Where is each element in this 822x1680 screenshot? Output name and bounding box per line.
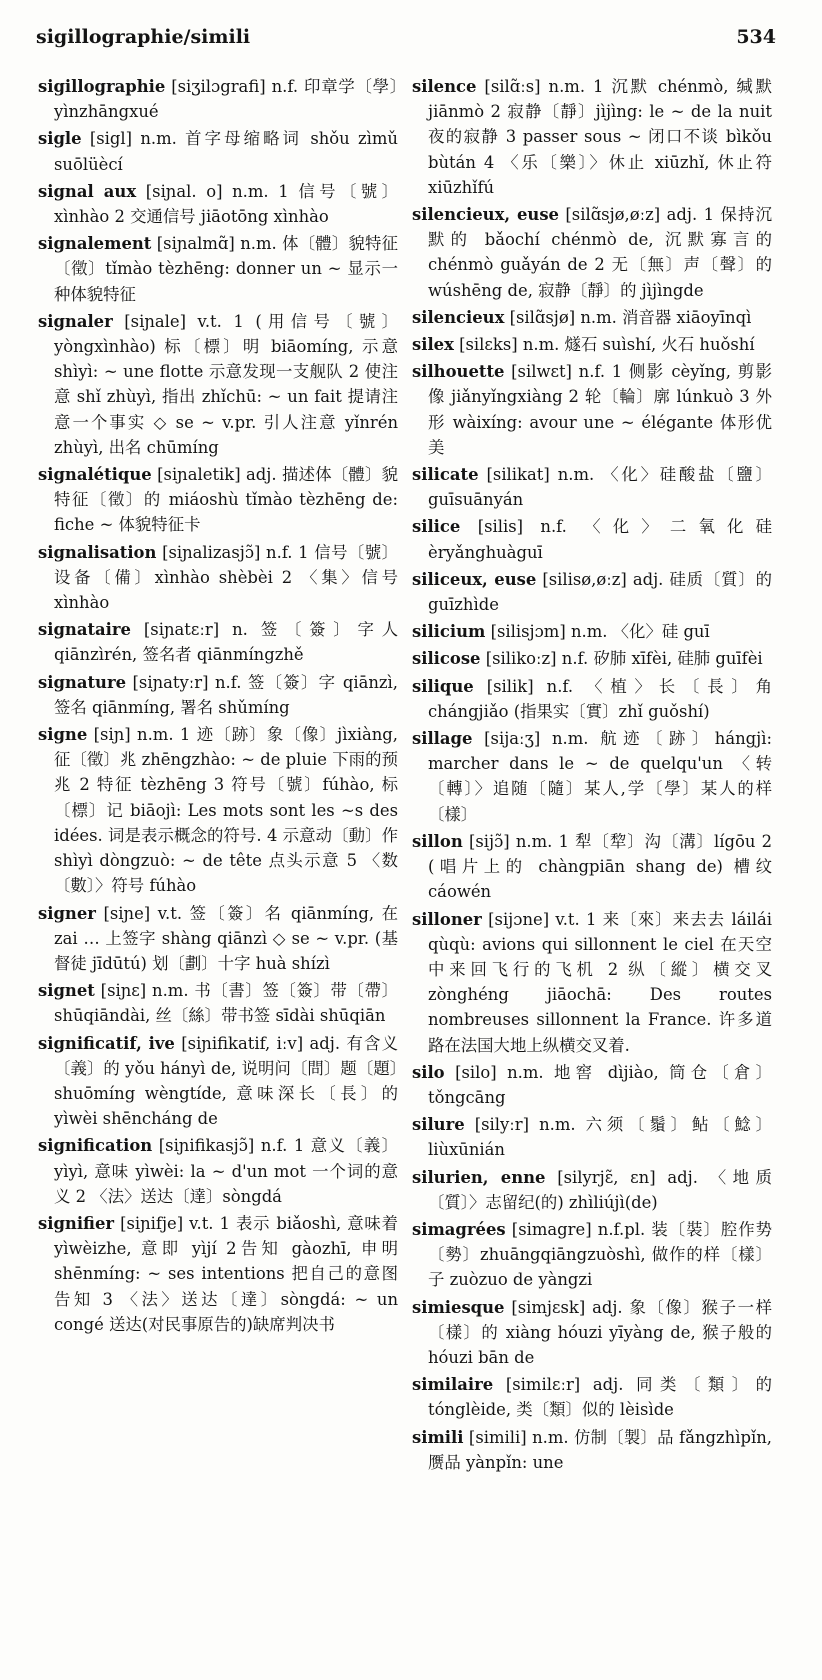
dictionary-entry (38, 1133, 398, 1209)
dictionary-entry (412, 726, 772, 827)
entry-headword: silhouette (412, 362, 505, 382)
entry-headword: signe (38, 725, 88, 745)
entry-headword: simagrées (412, 1219, 506, 1239)
entry-text: [sigl] n.m. 首字母缩略词 shǒu zìmǔ suōlüècí (54, 129, 398, 174)
dictionary-entry (412, 829, 772, 905)
entry-headword: signification (38, 1136, 153, 1156)
entry-text: [siɲatyːr] n.f. 签〔簽〕字 qiānzì, 签名 qiānmíng, 署名 shǔmíng (54, 672, 398, 717)
dictionary-entry (412, 305, 772, 330)
entry-headword: sillon (412, 831, 463, 851)
entry-text: [simjɛsk] adj. 象〔像〕猴子一样〔樣〕的 xiàng hóuzi yīyàng de, 猴子般的 hóuzi bān de (428, 1297, 772, 1367)
entry-headword: silicium (412, 622, 486, 642)
page-number: 534 (736, 26, 776, 48)
entry-text: [siɲɛ] n.m. 书〔書〕签〔簽〕带〔帶〕shūqiāndài, 丝〔絲〕带书签 sīdài shūqiān (54, 981, 398, 1026)
entry-headword: silure (412, 1115, 465, 1135)
dictionary-entry (38, 462, 398, 538)
dictionary-entry (412, 1425, 772, 1475)
entry-headword: simili (412, 1427, 464, 1447)
entry-text: [siɲaletik] adj. 描述体〔體〕貌特征〔徵〕的 miáoshù tǐmào tèzhēng de: fiche ~ 体貌特征卡 (54, 465, 398, 535)
entry-headword: silencieux (412, 307, 505, 327)
dictionary-entry (38, 901, 398, 977)
entry-headword: silo (412, 1062, 445, 1082)
entry-text: [silyrjɛ̃, ɛn] adj. 〈地质〔質〕〉志留纪(的) zhìliújì(de) (428, 1167, 772, 1212)
entry-text: [silwɛt] n.f. 1 侧影 cèyǐng, 剪影像 jiǎnyǐngxiàng 2 轮〔輪〕廓 lúnkuò 3 外形 wàixíng: avour une ~ élégante 体形优美 (428, 362, 772, 457)
entry-headword: sigillographie (38, 77, 166, 96)
right-column (412, 74, 772, 1670)
entry-headword: signalement (38, 234, 152, 254)
entry-headword: similaire (412, 1375, 494, 1395)
dictionary-entry (412, 1112, 772, 1162)
entry-headword: sillage (412, 729, 473, 749)
entry-headword: sigle (38, 129, 82, 149)
dictionary-entry (412, 1165, 772, 1215)
dictionary-entry (412, 359, 772, 460)
dictionary-entry (412, 1295, 772, 1371)
entry-text: [silɛks] n.m. 燧石 suìshí, 火石 huǒshí (453, 335, 755, 355)
entry-text: [siɲalmɑ̃] n.m. 体〔體〕貌特征〔徵〕tǐmào tèzhēng: donner un ~ 显示一种体貌特征 (54, 234, 398, 304)
entry-text: [simili] n.m. 仿制〔製〕品 fǎngzhìpǐn, 赝品 yànpǐn: une (428, 1427, 772, 1472)
left-column (38, 74, 398, 1670)
dictionary-entry (38, 670, 398, 720)
dictionary-entry (412, 202, 772, 303)
entry-headword: silique (412, 676, 474, 696)
dictionary-entry (38, 1031, 398, 1132)
dictionary-entry (412, 1372, 772, 1422)
entry-headword: signifier (38, 1213, 115, 1233)
dictionary-entry (412, 907, 772, 1058)
dictionary-entry (38, 617, 398, 667)
entry-headword: silice (412, 517, 461, 537)
entry-headword: signal aux (38, 181, 137, 201)
entry-headword: silencieux, euse (412, 205, 559, 225)
entry-text: [sijɔne] v.t. 1 来〔來〕来去去 láilái qùqù: avions qui sillonnent le ciel 在天空中来回飞行的飞机 2 纵〔縱〕横交叉 zònghéng jiāochā: Des routes nombreuses sillonnent la France. 许多道路在法国大地上纵横交叉着. (428, 909, 772, 1055)
entry-text: [silikat] n.m. 〈化〉硅酸盐〔鹽〕guīsuānyán (428, 465, 772, 510)
entry-headword: silloner (412, 909, 482, 929)
entry-headword: signature (38, 672, 127, 692)
dictionary-entry (38, 179, 398, 229)
dictionary-entry (412, 1060, 772, 1110)
entry-text: [siʒilɔgrafi] n.f. 印章学〔學〕yìnzhāngxué (54, 77, 398, 122)
entry-text: [silɑ̃sjø,øːz] adj. 1 保持沉默的 bǎochí chénmò de, 沉默寡言的 chénmò guǎyán de 2 无〔無〕声〔聲〕的 wúshēng de, 寂静〔靜〕的 jìjìngde (428, 205, 772, 300)
entry-headword: signer (38, 903, 96, 923)
dictionary-entry (412, 1217, 772, 1293)
entry-text: [silyːr] n.m. 六须〔鬚〕鲇〔鯰〕liùxūnián (428, 1115, 772, 1160)
entry-headword: siliceux, euse (412, 569, 537, 589)
dictionary-entry (38, 722, 398, 898)
entry-headword: silurien, enne (412, 1167, 546, 1187)
entry-headword: significatif, ive (38, 1033, 175, 1053)
dictionary-entry (412, 674, 772, 724)
entry-text: [silɑ̃ːs] n.m. 1 沉默 chénmò, 缄默 jiānmò 2 寂静〔靜〕jìjìng: le ~ de la nuit 夜的寂静 3 passer sous ~ 闭口不谈 bìkǒu bùtán 4 〈乐〔樂〕〉休止 xiūzhǐ, 休止符 xiūzhǐfú (428, 77, 772, 197)
entry-text: [silikoːz] n.f. 矽肺 xīfèi, 硅肺 guīfèi (480, 649, 763, 669)
entry-text: [siɲifikatif, iːv] adj. 有含义〔義〕的 yǒu hányì de, 说明问〔問〕题〔題〕shuōmíng wèngtíde, 意味深长〔長〕的 yìwèi shēncháng de (54, 1033, 398, 1129)
entry-text: [silo] n.m. 地窖 dìjiào, 筒仓〔倉〕tǒngcāng (428, 1062, 772, 1107)
dictionary-entry (412, 619, 772, 644)
dictionary-entry (412, 567, 772, 617)
entry-text: [siɲatɛːr] n. 签〔簽〕字人 qiānzìrén, 签名者 qiānmíngzhě (54, 620, 398, 665)
entry-text: [silisø,øːz] adj. 硅质〔質〕的 guīzhìde (428, 569, 772, 615)
dictionary-entry (38, 540, 398, 616)
entry-text: [silisjɔm] n.m. 〈化〉硅 guī (485, 622, 710, 642)
entry-text: [siɲifje] v.t. 1 表示 biǎoshì, 意味着 yìwèizhe, 意即 yìjí 2告知 gàozhī, 申明 shēnmíng: ~ ses intentions 把自己的意图告知 3 〈法〉送达〔達〕sòngdá: ~ un congé 送达(对民事原告的)缺席判决书 (54, 1213, 398, 1334)
dictionary-entry (38, 1211, 398, 1337)
dictionary-entry (412, 514, 772, 564)
dictionary-entry (412, 646, 772, 671)
entry-headword: signalisation (38, 542, 157, 562)
entry-text: [siɲale] v.t. 1 (用信号〔號〕yòngxìnhào) 标〔標〕明 biāomíng, 示意 shìyì: ~ une flotte 示意发现一支舰队 2 使注意 shǐ zhùyì, 指出 zhǐchū: ~ un fait 提请注意一个事实 ◇ se ~ v.pr. 引人注意 yǐnrén zhùyì, 出名 chūmíng (54, 311, 398, 457)
running-head: sigillographie/simili (36, 26, 251, 48)
dictionary-entry (38, 231, 398, 307)
dictionary-entry (38, 309, 398, 460)
entry-headword: simiesque (412, 1297, 505, 1317)
entry-headword: silence (412, 77, 477, 96)
entry-text: [siɲ] n.m. 1 迹〔跡〕象〔像〕jìxiàng, 征〔徵〕兆 zhēngzhào: ~ de pluie 下雨的预兆 2 特征 tèzhēng 3 符号〔號〕fúhào, 标〔標〕记 biāojì: Les mots sont les ~s des idées. 词是表示概念的符号. 4 示意动〔動〕作 shìyì dòngzuò: ~ de tête 点头示意 5 〈数〔數〕〉符号 fúhào (54, 725, 398, 896)
entry-text: [siɲalizasjɔ̃] n.f. 1 信号〔號〕设备〔備〕xìnhào shèbèi 2 〈集〉信号 xìnhào (54, 542, 398, 613)
dictionary-entry (38, 126, 398, 176)
dictionary-entry (412, 74, 772, 200)
entry-text: [siɲifikasjɔ̃] n.f. 1 意义〔義〕yìyì, 意味 yìwèi: la ~ d'un mot 一个词的意义 2 〈法〉送达〔達〕sòngdá (54, 1136, 398, 1206)
entry-headword: silex (412, 335, 454, 355)
entry-text: [siɲe] v.t. 签〔簽〕名 qiānmíng, 在 zai … 上签字 shàng qiānzì ◇ se ~ v.pr. (基督徒 jīdūtú) 划〔劃〕十字 huà shízì (54, 903, 398, 973)
entry-headword: silicate (412, 465, 479, 485)
page-header (36, 26, 776, 56)
entry-headword: signet (38, 981, 95, 1001)
dictionary-entry (38, 74, 398, 124)
entry-text: [similɛːr] adj. 同类〔類〕的 tónglèide, 类〔類〕似的 lèisìde (428, 1375, 772, 1420)
entry-headword: signataire (38, 620, 131, 640)
entry-headword: signalétique (38, 465, 152, 485)
entry-text: [sijaːʒ] n.m. 航迹〔跡〕hángjì: marcher dans le ~ de quelqu'un 〈转〔轉〕〉追随〔隨〕某人,学〔學〕某人的样〔樣〕 (428, 729, 772, 824)
entry-text: [siɲal. o] n.m. 1 信号〔號〕xìnhào 2 交通信号 jiāotōng xìnhào (54, 181, 398, 227)
dictionary-entry (38, 978, 398, 1028)
entry-headword: silicose (412, 649, 481, 669)
entry-text: [silik] n.f. 〈植〉长〔長〕角 chángjiǎo (指果实〔實〕zhǐ guǒshí) (428, 676, 772, 721)
entry-text: [sijɔ̃] n.m. 1 犁〔犂〕沟〔溝〕lígōu 2 (唱片上的 chàngpiān shang de) 槽纹 cáowén (428, 831, 772, 902)
dictionary-entry (412, 332, 772, 357)
entry-text: [silis] n.f. 〈化〉二氧化硅 èryǎnghuàguī (428, 517, 772, 562)
entry-headword: signaler (38, 311, 113, 331)
entry-text: [silɑ̃sjø] n.m. 消音器 xiāoyīnqì (504, 307, 752, 327)
dictionary-entry (412, 462, 772, 512)
entry-text: [simagre] n.f.pl. 装〔裝〕腔作势〔勢〕zhuāngqiāngzuòshì, 做作的样〔樣〕子 zuòzuo de yàngzi (428, 1219, 772, 1290)
